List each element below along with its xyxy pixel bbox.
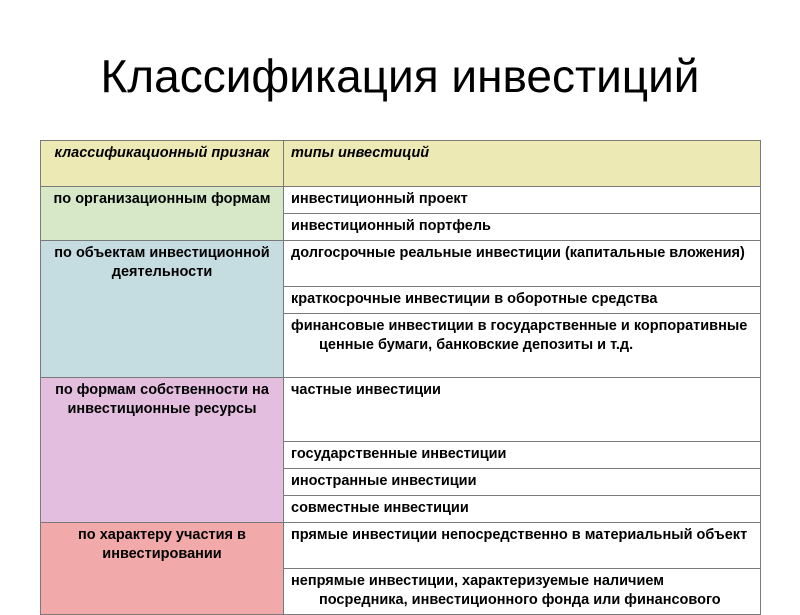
table-header-row (41, 141, 761, 187)
type-cell: иностранные инвестиции (284, 469, 761, 496)
type-cell: краткосрочные инвестиции в оборотные средства (284, 287, 761, 314)
header-types: типы инвестиций (284, 141, 761, 187)
table-row (41, 241, 761, 287)
classification-table (40, 140, 761, 615)
criterion-cell: по объектам инвестиционной деятельности (41, 241, 284, 378)
slide-title: Классификация инвестиций (100, 50, 700, 102)
criterion-cell: по характеру участия в инвестировании (41, 523, 284, 615)
type-cell (284, 314, 761, 378)
type-text: долгосрочные реальные инвестиции (капитальные вложения) (291, 245, 745, 261)
type-cell: инвестиционный портфель (284, 214, 761, 241)
type-cell: частные инвестиции (284, 378, 761, 442)
type-cell: совместные инвестиции (284, 496, 761, 523)
table-row (41, 187, 761, 214)
criterion-cell: по формам собственности на инвестиционные ресурсы (41, 378, 284, 523)
type-cell: инвестиционный проект (284, 187, 761, 214)
criterion-cell: по организационным формам (41, 187, 284, 241)
type-text: финансовые инвестиции в государственные и корпоративные ценные бумаги, банковские депозиты и т.д. (291, 318, 748, 353)
type-cell (284, 523, 761, 569)
type-cell (284, 241, 761, 287)
type-text: прямые инвестиции непосредственно в материальный объект (291, 527, 748, 543)
table-row (41, 378, 761, 442)
type-cell: государственные инвестиции (284, 442, 761, 469)
type-cell (284, 569, 761, 615)
table-row (41, 523, 761, 569)
type-text: непрямые инвестиции, характеризуемые наличием посредника, инвестиционного фонда или финансового (291, 573, 721, 608)
header-criterion: классификационный признак (41, 141, 284, 187)
